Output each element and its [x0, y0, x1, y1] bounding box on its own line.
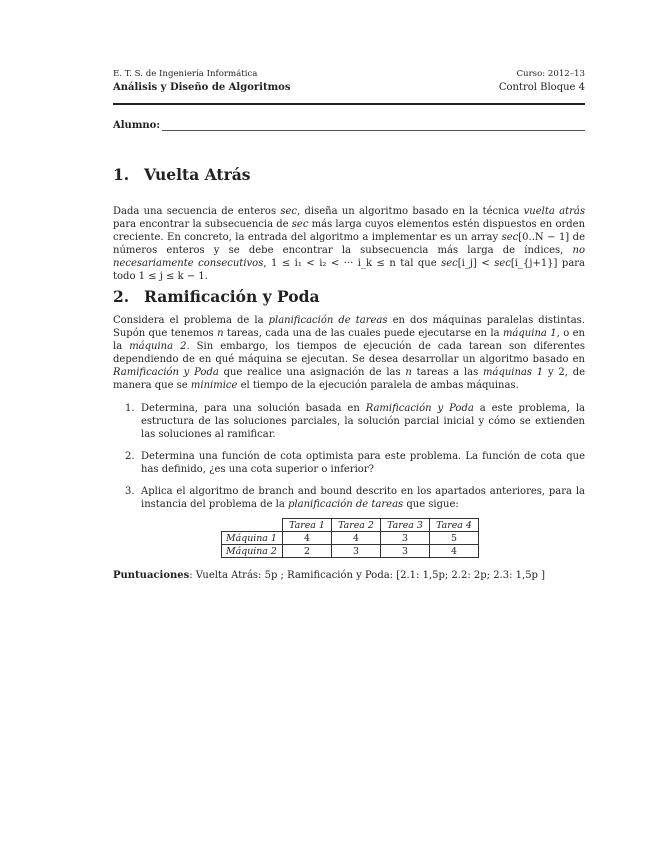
- section-1-statement: Dada una secuencia de enteros sec, diseña un algoritmo basado en la técnica vuelta atrás para encontrar la subsecuencia de sec más larga cuyos elementos estén dispuestos en orden creciente. En concreto, la entrada del algoritmo a implementar es un array sec[0..N − 1] de números enteros y se debe encontrar la subsecuencia más larga de índices, no necesariamente consecutivos, 1 ≤ i₁ < i₂ < ··· i_k ≤ n tal que sec[i_j] < sec[i_{j+1}] para todo 1 ≤ j ≤ k − 1.: [113, 206, 586, 282]
- emphasis-text: máquina 1: [502, 328, 557, 339]
- question-item: [113, 402, 585, 441]
- emphasis-text: máquina 2: [129, 341, 187, 352]
- school-name: E. T. S. de Ingeniería Informática: [113, 69, 258, 79]
- emphasis-text: no necesariamente consecutivos: [113, 245, 585, 269]
- student-label: Alumno:: [113, 120, 161, 131]
- question-item: [113, 485, 585, 511]
- row-header: Máquina 1: [222, 532, 283, 545]
- emphasis-text: vuelta atrás: [523, 206, 585, 217]
- header-right: [499, 68, 585, 94]
- emphasis-text: sec: [441, 258, 458, 269]
- task-times-table: [221, 518, 479, 558]
- section-2-title: Ramificación y Poda: [144, 287, 320, 306]
- header-rule: [113, 103, 585, 105]
- table-row: [222, 532, 479, 545]
- scores-label: Puntuaciones: [113, 570, 190, 581]
- section-1-title: Vuelta Atrás: [144, 165, 251, 184]
- table-cell: 2: [283, 545, 332, 558]
- section-1-heading: [113, 165, 251, 184]
- section-1-number: 1.: [113, 165, 130, 184]
- scores-line: [113, 570, 545, 581]
- emphasis-text: Ramificación y Poda: [113, 367, 219, 378]
- question-item: [113, 450, 585, 476]
- course-title: Análisis y Diseño de Algoritmos: [113, 82, 291, 93]
- emphasis-text: máquinas 1: [483, 367, 544, 378]
- question-text: Determina, para una solución basada en Ramificación y Poda a este problema, la estructura de las soluciones parciales, la solución parcial inicial y cómo se extienden las soluciones al ramificar.: [141, 403, 585, 440]
- emphasis-text: planificación de tareas: [288, 499, 404, 510]
- emphasis-text: sec: [494, 258, 511, 269]
- column-header: Tarea 2: [332, 519, 381, 532]
- table-cell: 4: [430, 545, 479, 558]
- exam-name: Control Bloque 4: [498, 82, 585, 93]
- emphasis-text: sec: [291, 219, 309, 230]
- table-corner: [222, 519, 283, 532]
- emphasis-text: sec: [280, 206, 298, 217]
- column-header: Tarea 4: [430, 519, 479, 532]
- question-number: 3.: [125, 486, 135, 497]
- table-cell: 3: [381, 545, 430, 558]
- section-2-heading: [113, 287, 320, 306]
- table-cell: 4: [332, 532, 381, 545]
- emphasis-text: n: [217, 328, 224, 339]
- table-header-row: [222, 519, 479, 532]
- section-2-statement: Considera el problema de la planificación de tareas en dos máquinas paralelas distintas. Supón que tenemos n tareas, cada una de las cuales puede ejecutarse en la máquina 1, o en la máquina 2. Sin embargo, los tiempos de ejecución de cada tarean son diferentes dependiendo de en qué máquina se ejecutan. Se desea desarrollar un algoritmo basado en Ramificación y Poda que realice una asignación de las n tareas a las máquinas 1 y 2, de manera que se minimice el tiempo de la ejecución paralela de ambas máquinas.: [113, 315, 586, 391]
- column-header: Tarea 1: [283, 519, 332, 532]
- row-header: Máquina 2: [222, 545, 283, 558]
- scores-text: : Vuelta Atrás: 5p ; Ramificación y Poda: [2.1: 1,5p; 2.2: 2p; 2.3: 1,5p ]: [189, 570, 546, 581]
- question-number: 2.: [125, 451, 135, 462]
- student-name-field: [113, 120, 585, 131]
- column-header: Tarea 3: [381, 519, 430, 532]
- question-text: Aplica el algoritmo de branch and bound descrito en los apartados anteriores, para la instancia del problema de la planificación de tareas que sigue:: [141, 486, 585, 510]
- section-2-number: 2.: [113, 287, 130, 306]
- emphasis-text: planificación de tareas: [268, 315, 388, 326]
- table-cell: 3: [332, 545, 381, 558]
- emphasis-text: n: [405, 367, 412, 378]
- question-list: [113, 402, 585, 511]
- table-cell: 4: [283, 532, 332, 545]
- question-number: 1.: [125, 403, 135, 414]
- table-row: [222, 545, 479, 558]
- emphasis-text: minimice: [190, 380, 238, 391]
- table-cell: 3: [381, 532, 430, 545]
- emphasis-text: sec: [501, 232, 519, 243]
- emphasis-text: Ramificación y Poda: [365, 403, 474, 414]
- student-name-line: [162, 120, 585, 131]
- table-cell: 5: [430, 532, 479, 545]
- header-left: [113, 68, 290, 94]
- question-text: Determina una función de cota optimista para este problema. La función de cota que has definido, ¿es una cota superior o inferior?: [141, 451, 585, 475]
- academic-year: Curso: 2012–13: [516, 69, 585, 79]
